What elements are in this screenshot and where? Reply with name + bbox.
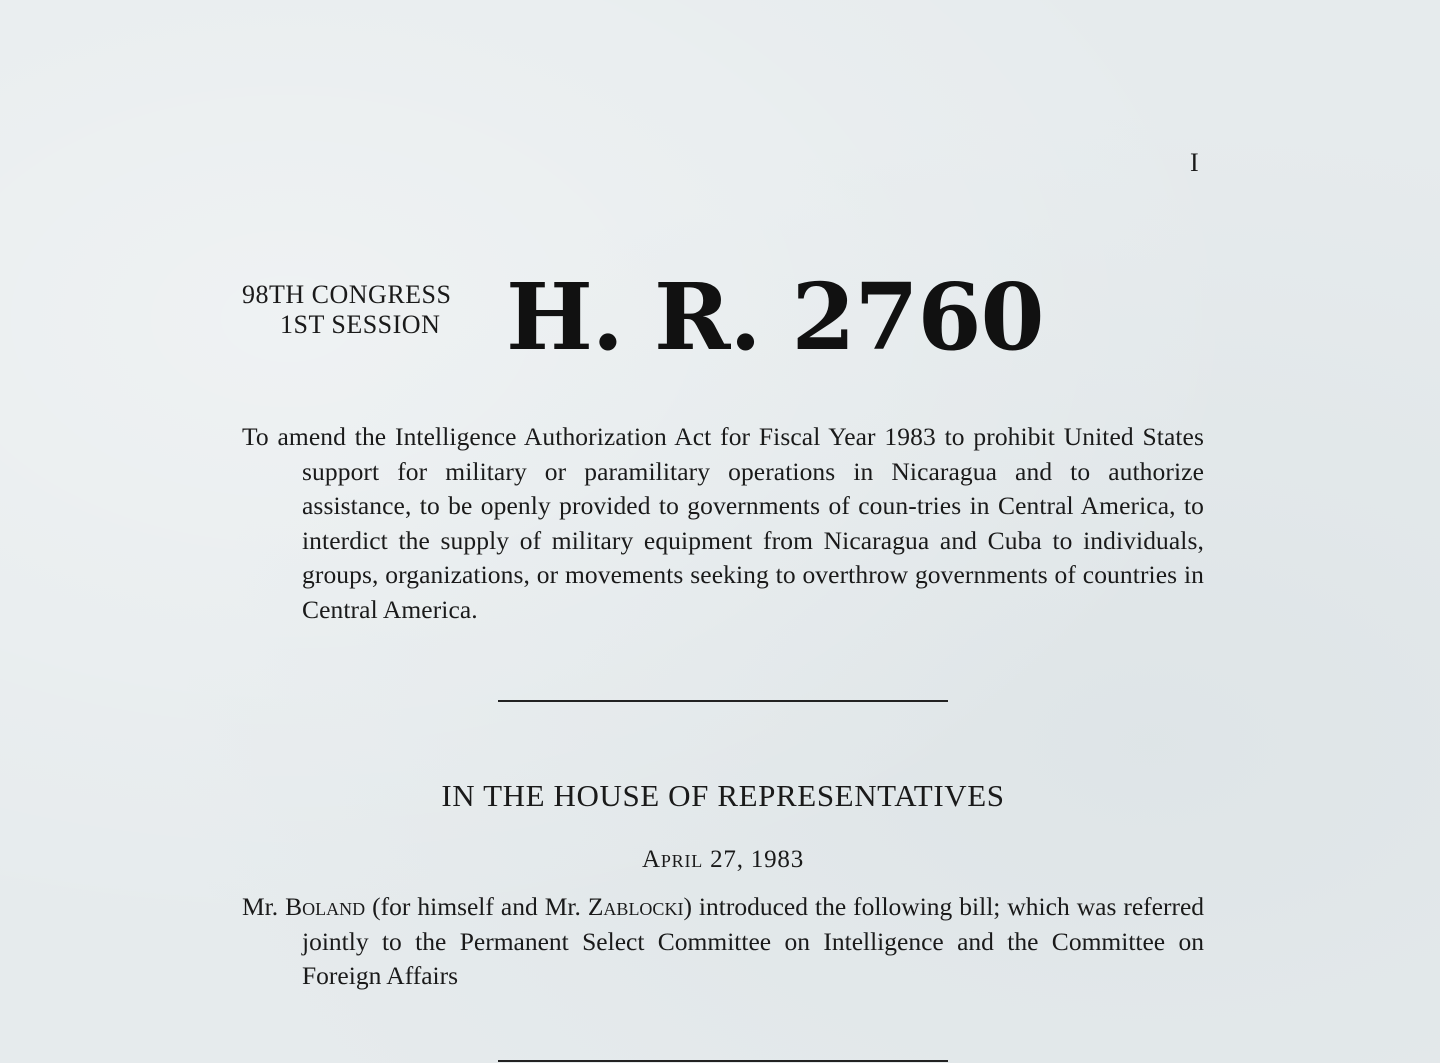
sponsor-name: Boland	[285, 892, 366, 921]
congress-session-block	[242, 280, 492, 340]
congress-label: 98TH CONGRESS	[242, 280, 452, 309]
divider-rule	[498, 700, 948, 702]
divider-rule-bottom	[498, 1060, 948, 1062]
introduction-action	[242, 890, 1204, 994]
bill-number: H. R. 2760	[506, 263, 1044, 371]
action-rest: ) introduced the following bill; which was referred jointly to the Permanent Select Committee on Intelligence and the Committee on Foreign Affairs	[302, 892, 1205, 990]
introduction-date: April 27, 1983	[641, 846, 804, 873]
page-marker: I	[1190, 148, 1199, 177]
session-label: 1ST SESSION	[280, 310, 441, 339]
action-prefix: Mr.	[242, 892, 279, 921]
cosponsor-name: Zablocki	[587, 892, 684, 921]
bill-title: To amend the Intelligence Authorization Act for Fiscal Year 1983 to prohibit United States support for military or paramilitary operations in Nicaragua and to authorize assistance, to be openly provided to governments of coun-tries in Central America, to interdict the supply of military equipment from Nicaragua and Cuba to individuals, groups, organizations, or movements seeking to overthrow governments of countries in Central America.	[242, 422, 1204, 624]
house-heading: IN THE HOUSE OF REPRESENTATIVES	[441, 778, 1005, 813]
action-middle: (for himself and Mr.	[372, 892, 581, 921]
